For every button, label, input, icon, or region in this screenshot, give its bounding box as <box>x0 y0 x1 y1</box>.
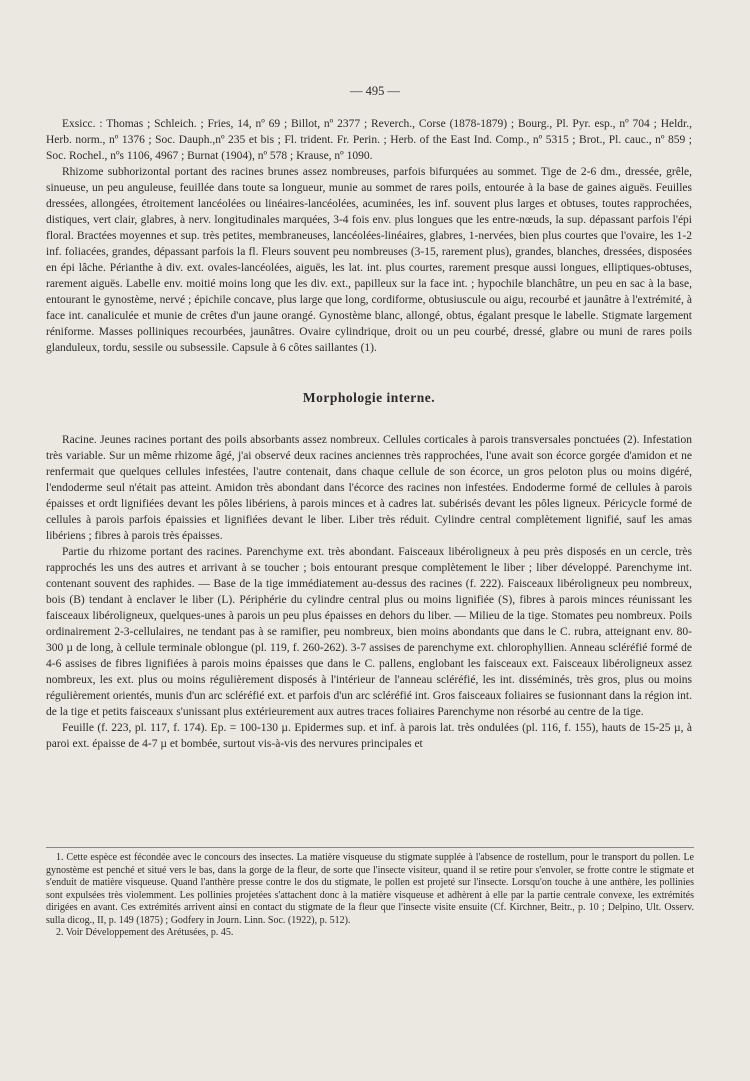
footnote-2: 2. Voir Développement des Arétusées, p. 45. <box>56 927 234 938</box>
footnote-1: 1. Cette espèce est fécondée avec le concours des insectes. La matière visqueuse du stigmate supplée à l'absence de rostellum, pour le transport du pollen. Le gynostème est penché et situé vers le bas, dans la gorge de la fleur, de sorte que l'insecte visiteur, quand il se retire pour s'envoler, se frotte contre le stigmate et s'enduit de matière visqueuse. Quand l'anthère presse contre le dos du stigmate, le pollen est projeté sur l'insecte. Lorsqu'on touche à une anthère, les pollinies sont expulsées très violemment. Les pollinies projetées s'attachent donc à la matière visqueuse et adhèrent à elle par la partie centrale convexe, les extrémités dirigées en avant. Ces extrémités arrivent ainsi en contact du stigmate de la fleur que l'insecte visite ensuite (Cf. Kirchner, Beitr., p. 10 ; Delpino, Ult. Osserv. sulla dicog., II, p. 149 (1875) ; Godfery in Journ. Linn. Soc. (1922), p. 512). <box>46 852 694 926</box>
rhizome-paragraph: Partie du rhizome portant des racines. Parenchyme ext. très abondant. Faisceaux libéroligneux à peu près disposés en un cercle, très rapprochés les uns des autres et arrivant à se toucher ; bois entourant presque complètement le liber ; liber développé. Parenchyme int. contenant souvent des raphides. — Base de la tige immédiatement au-dessus des racines (f. 222). Faisceaux libéroligneux peu nombreux, bois (B) tendant à enclaver le liber (L). Périphérie du cylindre central plus ou moins lignifiée (S), fibres à parois minces réunissant les faisceaux libéroligneux, quelques-unes à parois un peu plus épaisses en dehors du liber. — Milieu de la tige. Stomates peu nombreux. Poils ordinairement 2-3-cellulaires, ne tendant pas à se ramifier, peu nombreux, bien moins abondants que dans le C. rubra, atteignant env. 80-300 µ de long, à cellule terminale oblongue (pl. 119, f. 260-262). 3-7 assises de parenchyme ext. chlorophyllien. Anneau scléréfié formé de 4-6 assises de fibres lignifiées à parois moins épaisses que dans le C. pallens, englobant les faisceaux ext. Faisceaux libéroligneux assez nombreux, les ext. plus ou moins régulièrement disposés à l'intérieur de l'anneau scléréfié, les int. disséminés, très gros, plus ou moins régulièrement orientés, munis d'un arc scléréfié ext. et parfois d'un arc scléréfié int. Gros faisceaux foliaires se fusionnant dans la région int. de la tige et petits faisceaux s'unissant plus extérieurement aux autres traces foliaires Parenchyme non résorbé au centre de la tige. <box>46 546 692 718</box>
exsiccatae-paragraph: Exsicc. : Thomas ; Schleich. ; Fries, 14, nº 69 ; Billot, nº 2377 ; Reverch., Corse (1878-1879) ; Bourg., Pl. Pyr. esp., nº 704 ; Heldr., Herb. norm., nº 1376 ; Soc. Dauph.,nº 235 et bis ; Fl. trident. Fr. Perin. ; Herb. of the East Ind. Comp., nº 5315 ; Brot., Pl. cauc., nº 859 ; Soc. Rochel., nºs 1106, 4967 ; Burnat (1904), nº 578 ; Krause, nº 1090. <box>46 118 692 162</box>
description-paragraph: Rhizome subhorizontal portant des racines brunes assez nombreuses, parfois bifurquées au sommet. Tige de 2-6 dm., dressée, grêle, sinueuse, un peu anguleuse, feuillée dans toute sa longueur, munie au sommet de rares poils, entourée à la base de gaines aiguës. Feuilles dressées, allongées, étroitement lancéolées ou linéaires-lancéolées, acuminées, les inf. souvent plus larges et obtuses, toutes rapprochées, distiques, vert clair, glabres, à nerv. longitudinales marquées, 3-4 fois env. plus longues que les entre-nœuds, la sup. dépassant parfois l'épi floral. Bractées moyennes et sup. très petites, membraneuses, lancéolées-linéaires, glabres, 1-nervées, bien plus courtes que l'ovaire, les 1-2 inf. foliacées, grandes, dépassant parfois la fl. Fleurs souvent peu nombreuses (3-15, rarement plus), grandes, blanches, dressées, disposées en épi lâche. Périanthe à div. ext. ovales-lancéolées, aiguës, les lat. int. plus courtes, rarement presque aussi longues, elliptiques-obtuses, rarement aiguës. Labelle env. moitié moins long que les div. ext., papilleux sur la face int. ; hypochile blanchâtre, un peu en sac à la base, entourant le gynostème, nervé ; épichile concave, plus large que long, cordiforme, obtusiuscule ou aigu, recourbé et jaunâtre à l'extrémité, à face int. canaliculée et munie de crêtes d'un jaune orangé. Gynostème blanc, allongé, obtus, égalant presque le labelle. Stigmate largement réniforme. Masses polliniques recourbées, jaunâtres. Ovaire cylindrique, droit ou un peu courbé, dressé, glabre ou muni de rares poils glanduleux, tordu, sessile ou subsessile. Capsule à 6 côtes saillantes (1). <box>46 166 692 354</box>
feuille-paragraph: Feuille (f. 223, pl. 117, f. 174). Ep. = 100-130 µ. Epidermes sup. et inf. à parois lat. très ondulées (pl. 116, f. 155), hauts de 15-25 µ, à paroi ext. épaisse de 4-7 µ et bombée, surtout vis-à-vis des nervures principales et <box>46 722 692 750</box>
racine-paragraph: Racine. Jeunes racines portant des poils absorbants assez nombreux. Cellules corticales à parois transversales ponctuées (2). Infestation très variable. Sur un même rhizome âgé, j'ai observé deux racines anciennes très rapprochées, l'une avait son écorce gorgée d'amidon et ne renfermait que quelques cellules infestées, l'autre contenait, dans chaque cellule de son écorce, un gros peloton plus ou moins digéré, l'endoderme seul n'était pas atteint. Amidon très abondant dans l'écorce des racines non infestées. Endoderme formé de cellules à parois épaisses et ordt lignifiées devant les pôles libériens, à parois minces et à cadres lat. subérisés devant les pôles ligneux. Péricycle formé de cellules à parois parfois épaissies et lignifiées devant le liber. Liber très réduit. Cylindre central complètement lignifié, sauf les amas libériens ; fibres à parois très épaisses. <box>46 434 692 542</box>
main-text <box>46 116 692 752</box>
page-number: — 495 — <box>350 84 400 98</box>
section-title: Morphologie interne. <box>302 390 436 405</box>
footnotes <box>46 847 694 940</box>
